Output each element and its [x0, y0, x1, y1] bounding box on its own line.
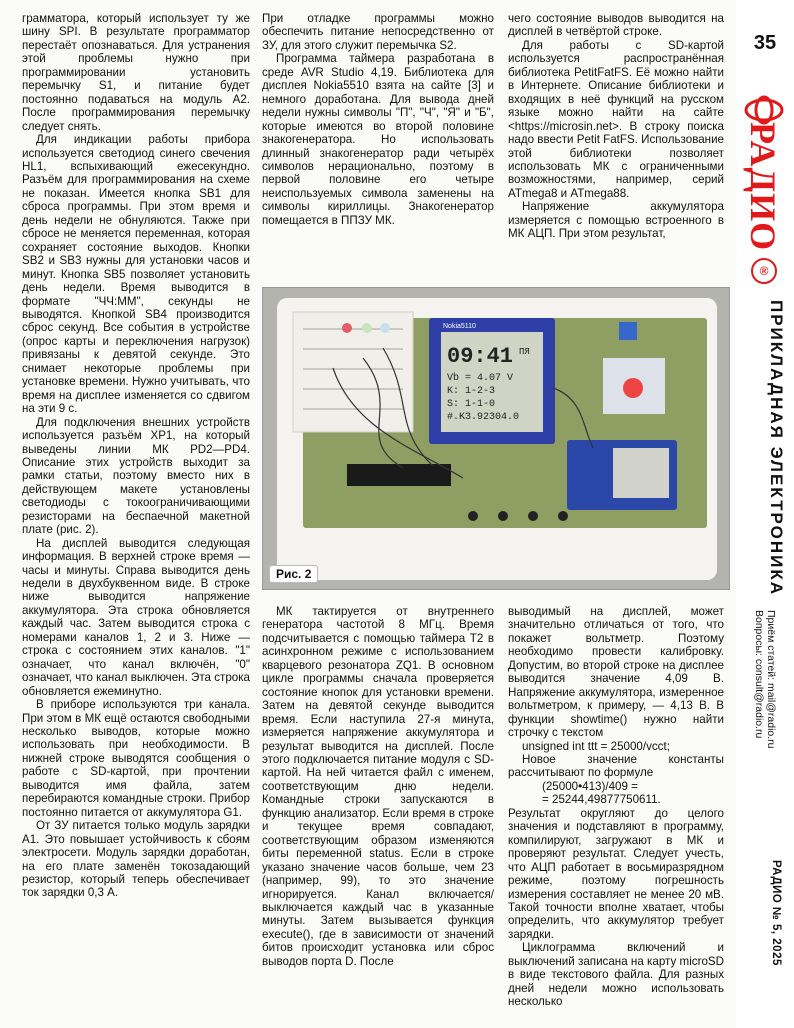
paragraph: чего состояние выводов выводится на дисплей в четвёртой строке.: [508, 12, 724, 39]
paragraph: Для подключения внешних устройств используется разъём XP1, на который выведены линии МК PD2—PD4. Описание этих устройств выходит за рамки статьи, поэтому вместо них в действующем макете установлены светодиоды с токоограничивающими резисторами на беспаечной макетной плате (рис. 2).: [22, 415, 250, 537]
page-sidebar: [736, 0, 794, 1028]
magazine-logo: РАДИО: [743, 122, 783, 252]
paragraph: В приборе используются три канала. При этом в МК ещё остаются свободными несколько выводов, которые можно использовать при необходимости. В нижней строке выводятся сообщения о работе с SD-картой, при прочтении выводится имя файла, затем перебираются командные строки. Прибор постоянно питается от аккумулятора G1.: [22, 698, 250, 819]
lcd-sd-status: #.K3.92304.0: [447, 412, 520, 423]
radio-logo-icon: [744, 95, 784, 125]
page-number: 35: [753, 32, 777, 54]
lcd-states: S: 1-1-0: [447, 399, 496, 410]
paragraph: Новое значение константы рассчитывают по формуле: [508, 752, 724, 780]
paragraph: грамматора, который использует ту же шину SPI. В результате программатор перестаёт опознаваться. Для устранения этой проблемы нужно при программировании установить перемычку S1, и питание будет постоянно подаваться на модуль А2. После программирования перемычку следует снять.: [22, 12, 250, 133]
paragraph: При отладке программы можно обеспечить питание непосредственно от ЗУ, для этого служит перемычка S2.: [262, 12, 494, 52]
paragraph: МК тактируется от внутреннего генератора частотой 8 МГц. Время подсчитывается с помощью таймера Т2 в асинхронном режиме с использованием кварцевого резонатора ZQ1. В основном цикле программы сначала проверяется состояние кнопок для установки времени. Затем на девятой секунде выводится время. Если наступила 27-я минута, измеряется напряжение аккумулятора и результат выводится на дисплей. После этого подключается питание модуля с SD-картой. На ней читается файл с именем, соответствующим дню недели. Командные строки запускаются в функцию анализатор. Если время в строке и текущее время совпадают, соответствующим образом изменяются биты переменной status. Если в строке указано значение часов больше, чем 23 (например, 99), то это значение игнорируется. Канал включается/выключается каждый час в указанные минуты. Затем вызывается функция execute(), где в зависимости от значений битов происходит установка или сброс выводов порта D. После: [262, 605, 494, 968]
issue-label: РАДИО № 5, 2025: [770, 860, 782, 966]
contacts-block: [753, 610, 777, 749]
paragraph: Результат округляют до целого значения и подставляют в программу, компилируют, загружают в МК и проверяют результат. Следует учесть, что АЦП работает в восьмиразрядном режиме, поэтому погрешность измерения составляет не менее 20 мВ. Такой точности вполне хватает, чтобы определить, что аккумулятор требует зарядки.: [508, 806, 724, 941]
contact-line: Приём статей: mail@radio.ru: [765, 610, 777, 749]
paragraph: От ЗУ питается только модуль зарядки А1. Это повышает устойчивость к сбоям электросети. Модуль зарядки доработан, на его плате заменён токозадающий резистор, который теперь обеспечивает ток зарядки 0,3 А.: [22, 819, 250, 900]
paragraph: Для индикации работы прибора используется светодиод синего свечения HL1, вспыхивающий ежесекундно. Разъём для программирования на схеме не показан. Имеется кнопка SB1 для сброса программы. При этом время и день недели не обнуляются. Также при сбросе не меняется переменная, которая сохраняет состояние выходов. Кнопки SB2 и SB3 нужны для установки часов и минут. Кнопка SB5 позволяет установить день недели. Время выводится в формате "ЧЧ:ММ", секунды не выводятся. Кнопкой SB4 производится сброс секунд. Все события в устройстве (опрос карты и переключения нагрузок) привязаны к девятой секунде. Это снимает некоторые проблемы при установке времени. Нужно учитывать, что время на дисплее изменяется со сдвигом на эти 9 с.: [22, 133, 250, 416]
text-column-2-bottom: [262, 605, 494, 968]
paragraph: На дисплей выводится следующая информация. В верхней строке время — часы и минуты. Справа выводится день недели в двухбуквенном виде. В строке ниже выводится напряжение аккумулятора. Эта строка обновляется каждый час. Затем выводится строка с номерами каналов 1, 2 и 3. Ниже — строка с состоянием этих каналов. "1" означает, что канал включён, "0" означает, что канал выключен. Эта строка обновляется ежеминутно.: [22, 536, 250, 698]
breadboard-photo: [263, 288, 729, 589]
text-column-3-top: [508, 12, 724, 241]
lcd-channels: K: 1-2-3: [447, 386, 496, 397]
lcd-day: ПЯ: [519, 347, 530, 357]
text-column-1: [22, 12, 250, 900]
text-column-2-top: [262, 12, 494, 227]
figure-caption: Рис. 2: [269, 565, 318, 583]
contact-line: Вопросы: consult@radio.ru: [753, 610, 765, 739]
paragraph: Напряжение аккумулятора измеряется с помощью встроенного в МК АЦП. При этом результат,: [508, 200, 724, 241]
figure-photo: [262, 287, 730, 590]
section-title: ПРИКЛАДНАЯ ЭЛЕКТРОНИКА: [767, 300, 786, 596]
registered-mark: ®: [751, 258, 777, 284]
code-line: unsigned int ttt = 25000/vcct;: [522, 739, 670, 753]
paragraph: Циклограмма включений и выключений записана на карту microSD в виде текстового файла. Для разных дней недели можно использовать несколько: [508, 941, 724, 1009]
lcd-voltage: Vb = 4.07 V: [447, 373, 514, 384]
lcd-time: 09:41: [447, 344, 514, 369]
formula-line: = 25244,49877750611.: [542, 793, 661, 807]
text-column-3-bottom: [508, 605, 724, 1009]
formula-line: (25000•413)/409 =: [542, 779, 638, 793]
paragraph: Для работы с SD-картой используется распространённая библиотека PetitFatFS. Её можно найти в Интернете. Описание библиотеки и входящих в неё функций на русском языке можно найти на сайте <https://microsin.net>. В строку поиска надо ввести Petit FatFS. Использование этой библиотеки позволяет использовать МК с ограниченными возможностями, например, серий ATmega8 и ATmega88.: [508, 38, 724, 200]
paragraph: выводимый на дисплей, может значительно отличаться от того, что покажет вольтметр. Поэтому необходимо провести калибровку. Допустим, во второй строке на дисплее выводится значение 4,09 В. Напряжение аккумулятора, измеренное вольтметром, к примеру, — 4,13 В. В функции showtime() нужно найти строчку с текстом: [508, 605, 724, 740]
paragraph: Программа таймера разработана в среде AVR Studio 4,19. Библиотека для дисплея Nokia5510 взята на сайте [3] и немного доработана. Для вывода дней недели нужны символы "П", "Ч", "Я" и "Б", которые имеются во второй половине знакогенератора. Но использовать длинный знакогенератор ради четырёх символов нерационально, поэтому в первой половине его четыре неиспользуемых символа заменены на символы кириллицы. Знакогенератор помещается в ППЗУ МК.: [262, 52, 494, 227]
lcd-module-label: Nokia5110: [443, 323, 476, 330]
